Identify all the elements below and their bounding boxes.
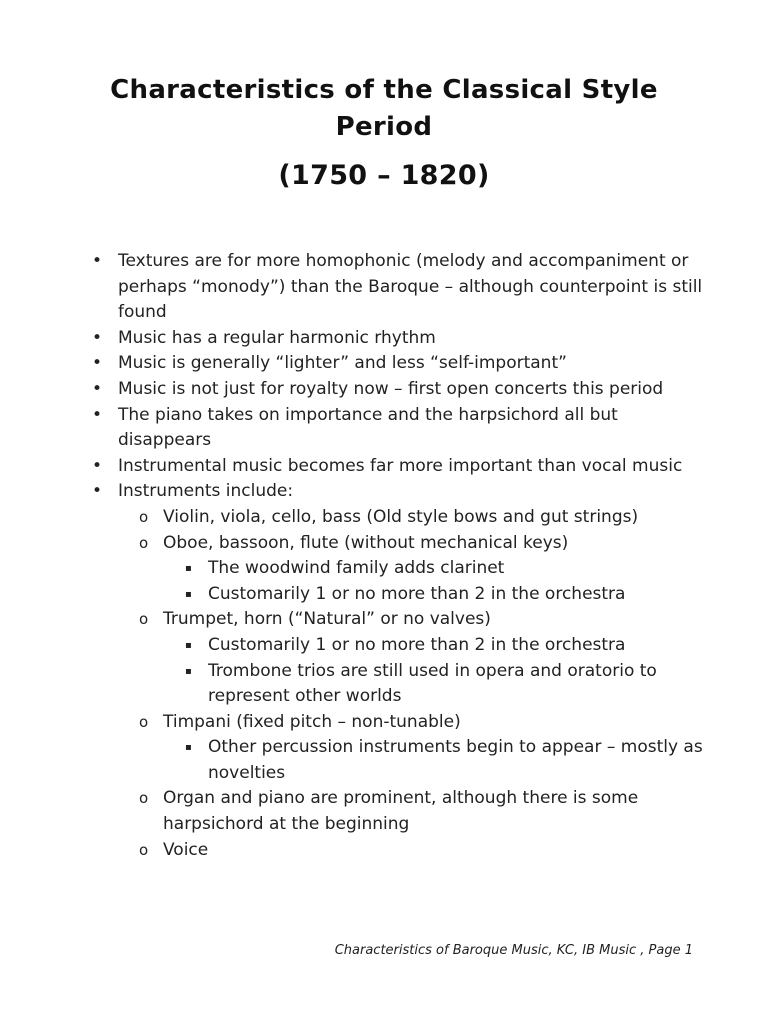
instrument-text: Trumpet, horn (“Natural” or no valves) [163,609,491,630]
instrument-text: Violin, viola, cello, bass (Old style bows and gut strings) [163,506,639,527]
note-text: Customarily 1 or no more than 2 in the orchestra [208,583,626,604]
instrument-text: Voice [163,839,209,860]
instrument-item [0,607,768,633]
square-marker: ▪ [185,639,192,651]
list-item-text: Textures are for more homophonic (melody and accompaniment or perhaps “monody”) than the Baroque – although counterpoint is still found [118,251,703,323]
note-text: Trombone trios are still used in opera and oratorio to represent other worlds [208,660,657,707]
instrument-item [0,786,768,837]
title-line-2: Period [335,112,433,142]
list-item-text: Instrumental music becomes far more important than vocal music [118,455,683,476]
title-line-1: Characteristics of the Classical Style [110,75,658,105]
list-item [0,403,768,454]
list-item-text: Instruments include: [118,481,294,502]
note-text: Customarily 1 or no more than 2 in the orchestra [208,634,626,655]
square-marker: ▪ [185,563,192,575]
circle-marker: o [139,789,149,808]
instrument-item [0,710,768,736]
list-item [0,249,768,326]
list-item-text: Music is not just for royalty now – first open concerts this period [118,378,664,399]
bullet-marker: • [92,353,103,374]
woodwind-note [0,556,768,582]
list-item [0,351,768,377]
brass-note [0,633,768,659]
note-text: The woodwind family adds clarinet [208,558,505,579]
list-item-text: Music has a regular harmonic rhythm [118,327,436,348]
characteristics-list [0,249,768,863]
bullet-marker: • [92,378,103,399]
bullet-marker: • [92,327,103,348]
list-item [0,326,768,352]
circle-marker: o [139,533,149,552]
circle-marker: o [139,507,149,526]
note-text: Other percussion instruments begin to appear – mostly as novelties [208,737,703,783]
bullet-marker: • [92,481,103,502]
bullet-marker: • [92,455,103,476]
woodwind-note [0,582,768,608]
instrument-text: Oboe, bassoon, flute (without mechanical keys) [163,532,569,553]
list-item-text: Music is generally “lighter” and less “self-important” [118,353,567,374]
instruments-sublist [0,505,768,863]
percussion-note [0,735,768,786]
square-marker: ▪ [185,742,192,754]
instrument-text: Organ and piano are prominent, although there is some harpsichord at the beginning [163,788,639,835]
brass-note [0,659,768,710]
square-marker: ▪ [185,665,192,677]
bullet-marker: • [92,404,103,425]
circle-marker: o [139,840,149,859]
list-item [0,377,768,403]
list-item [0,454,768,480]
list-item [0,479,768,505]
list-item-text: The piano takes on importance and the harpsichord all but disappears [118,404,618,451]
bullet-marker: • [92,251,103,271]
period-dates: (1750 – 1820) [278,160,490,191]
instrument-item [0,838,768,864]
circle-marker: o [139,610,149,629]
instrument-text: Timpani (fixed pitch – non-tunable) [163,711,461,732]
page-footer: Characteristics of Baroque Music, KC, IB Music , Page 1 [334,943,693,958]
circle-marker: o [139,712,149,731]
square-marker: ▪ [185,588,192,600]
instrument-item [0,531,768,557]
instrument-item [0,505,768,531]
